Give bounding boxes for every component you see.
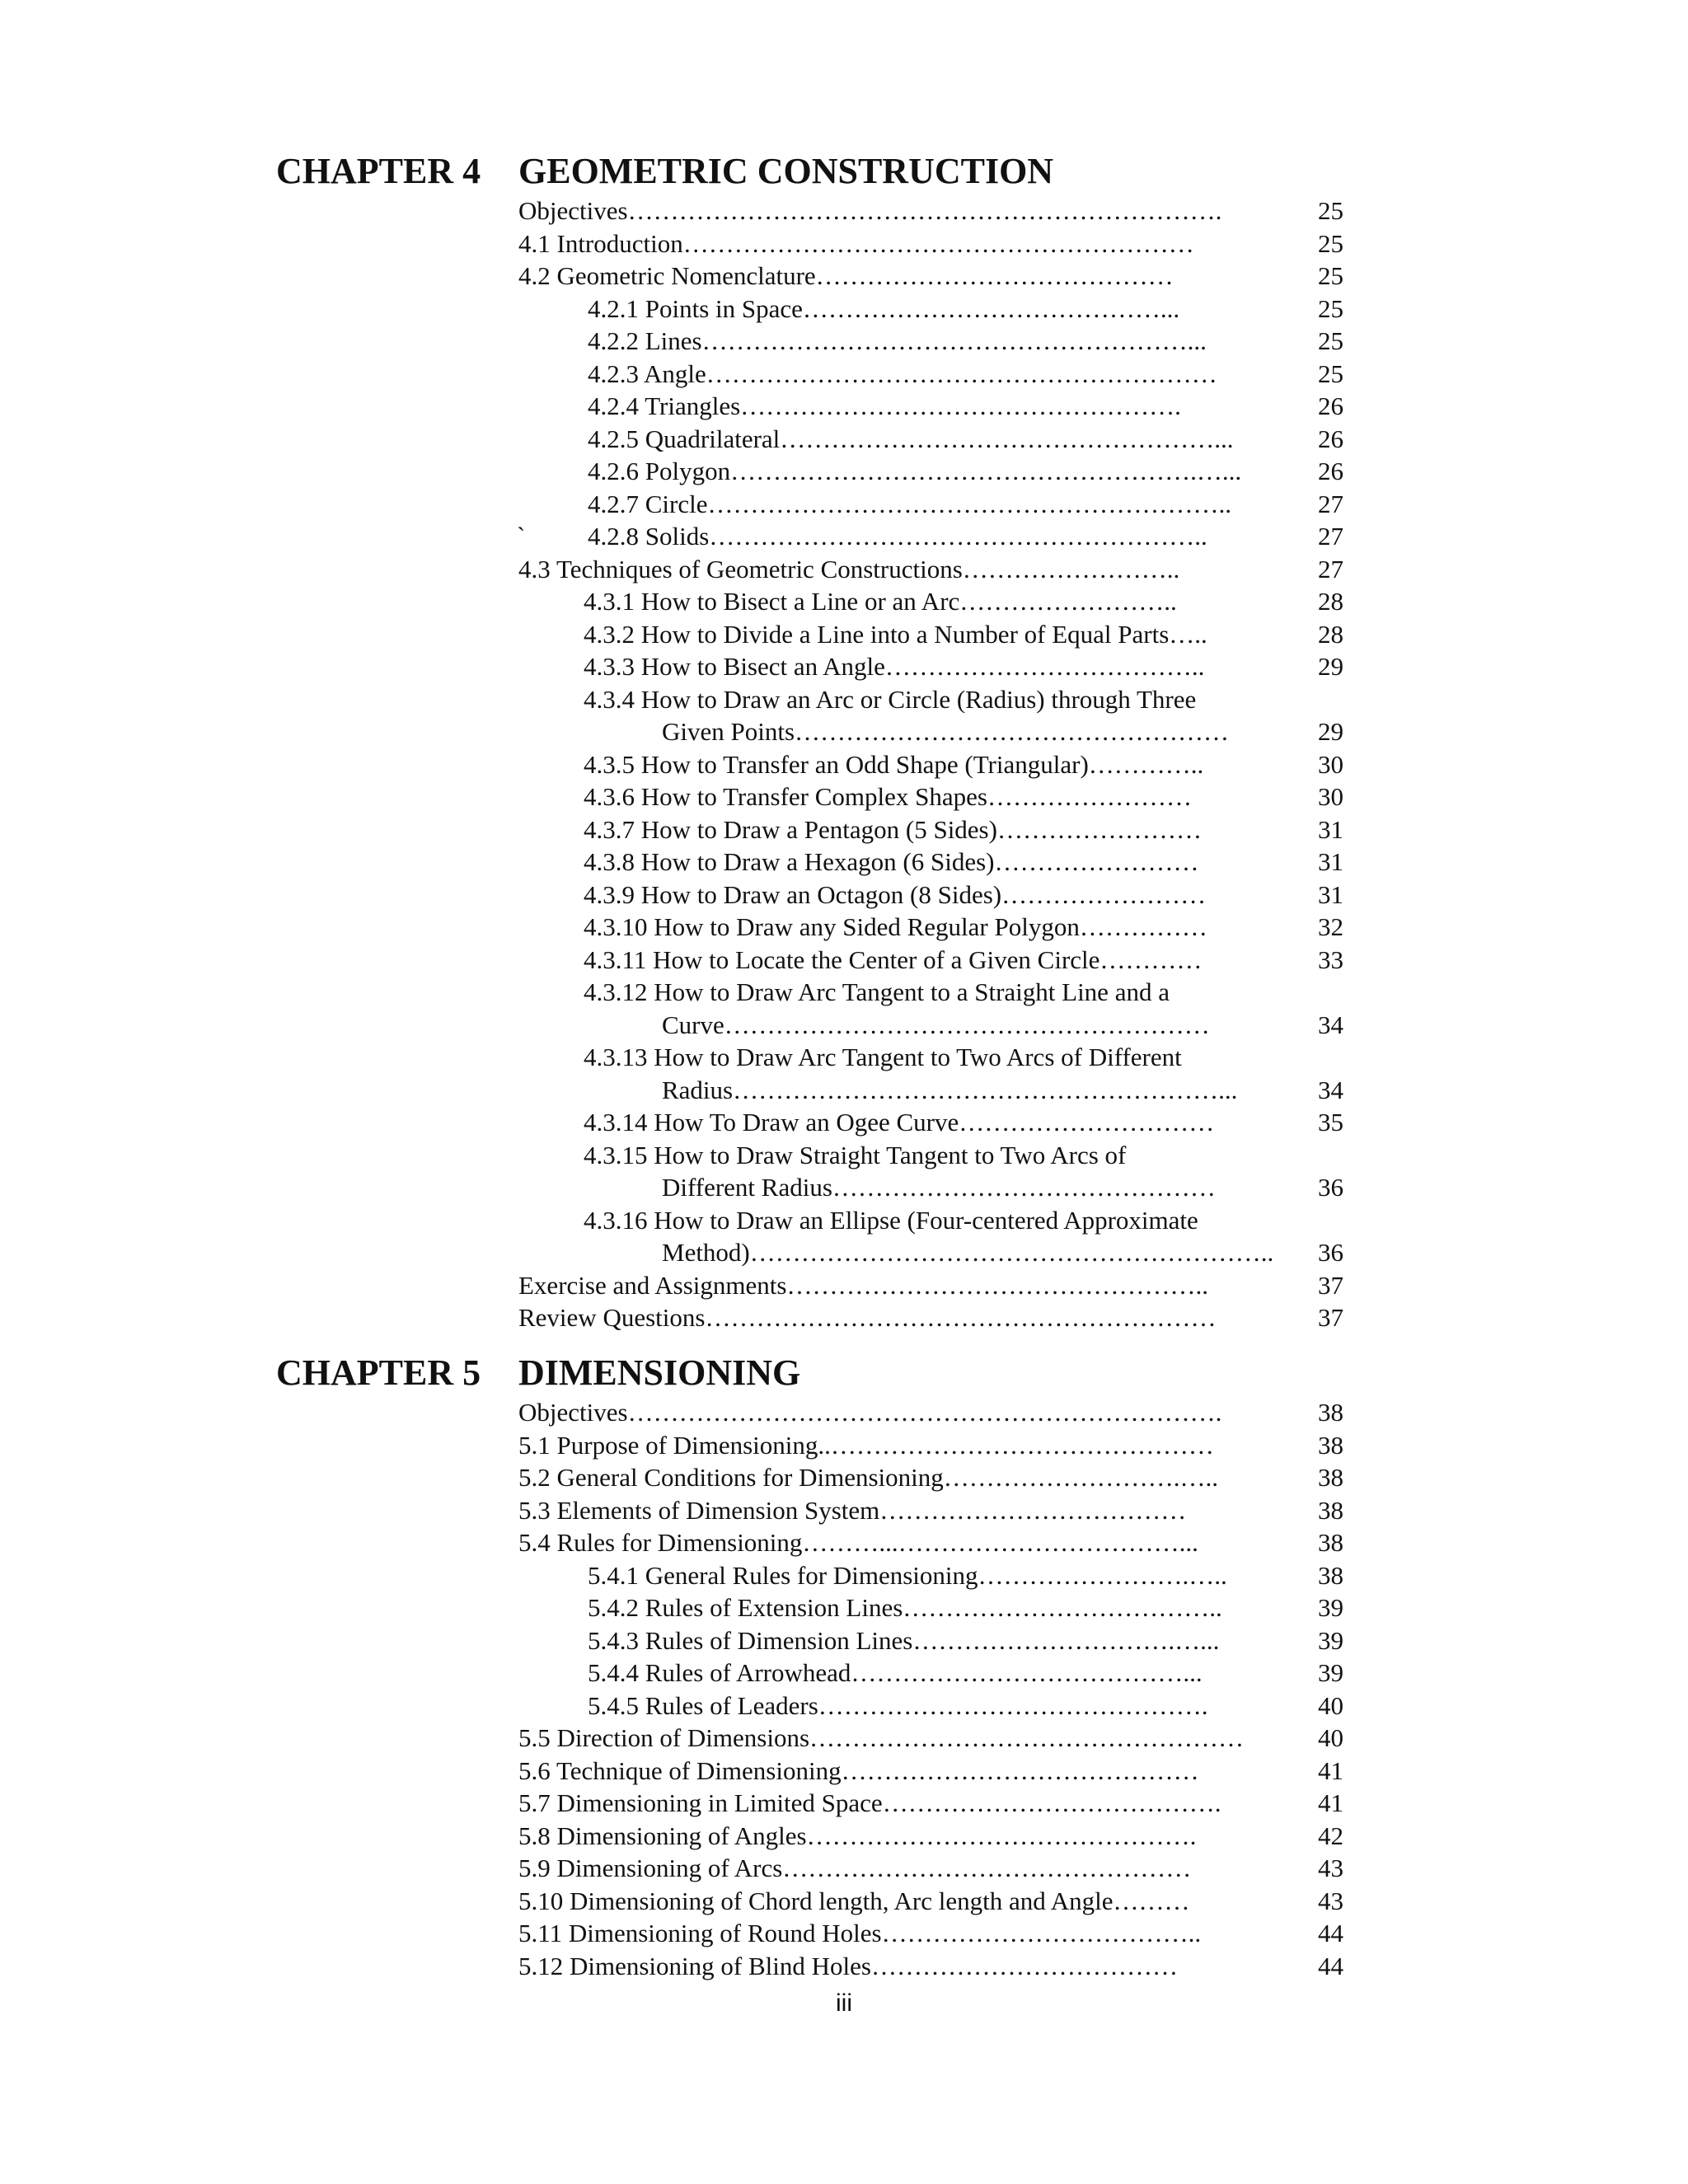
toc-entry-page: 29 [1318,717,1343,746]
toc-entry [276,1591,1343,1624]
toc-entry-page: 25 [1318,359,1343,388]
toc-entry-title: 4.2.1 Points in Space……………………………………... [588,293,1180,323]
toc-entry-title: 4.3.3 How to Bisect an Angle……………………………….. [584,652,1205,681]
toc-entry [276,423,1343,456]
toc-entry-page: 34 [1318,1075,1343,1104]
toc-entry [276,715,1343,748]
toc-entry [276,227,1343,260]
toc-entry-page: 25 [1318,228,1343,258]
toc-entry-page: 38 [1318,1463,1343,1492]
chapter-section [276,1352,1343,1982]
toc-entry-page: 25 [1318,326,1343,355]
toc-entry-page: 43 [1318,1854,1343,1882]
toc-entry-page: 39 [1318,1593,1343,1622]
toc-entry [276,1269,1343,1302]
toc-entry-title: 4.3.10 How to Draw any Sided Regular Polygon…………… [584,912,1207,941]
toc-entry-title: Curve………………………………………………… [662,1010,1210,1039]
toc-entry-page: 43 [1318,1886,1343,1915]
toc-entry-title: 4.1 Introduction…………………………………………………… [518,228,1194,258]
toc-entry-title: Exercise and Assignments………………………………………….. [518,1270,1208,1300]
toc-entry-page: 27 [1318,554,1343,583]
toc-entry-title: Objectives……………………………………………………………. [518,1398,1222,1427]
toc-entry [276,1624,1343,1657]
toc-entry-title: 4.3.1 How to Bisect a Line or an Arc…………………….. [584,587,1177,616]
toc-entry [276,1820,1343,1853]
toc-entry-page: 38 [1318,1495,1343,1525]
toc-entry [276,1461,1343,1494]
toc-entry [276,846,1343,879]
toc-entry-page: 28 [1318,619,1343,649]
toc-entry-title: 5.5 Direction of Dimensions…………………………………………… [518,1723,1245,1752]
toc-entry-title: 4.3.12 How to Draw Arc Tangent to a Straight Line and a [584,977,1170,1006]
toc-entry [276,1494,1343,1527]
toc-entry [276,1559,1343,1592]
toc-entry-title: 5.4.4 Rules of Arrowhead…………………………………... [588,1658,1203,1687]
toc-entry-page: 38 [1318,1528,1343,1557]
page-number: iii [836,1990,852,2017]
toc-entry-list [276,194,1343,1334]
toc-entry-page: 25 [1318,196,1343,225]
toc-entry [276,1009,1343,1042]
toc-entry-title: 4.3.5 How to Transfer an Odd Shape (Triangular)………….. [584,749,1204,779]
toc-entry-title: 5.4.3 Rules of Dimension Lines………………………….…... [588,1625,1220,1655]
toc-entry [276,1171,1343,1204]
toc-entry-title: Review Questions…………………………………………………… [518,1303,1217,1332]
chapter-heading [276,1352,1343,1394]
toc-entry [276,879,1343,912]
toc-entry-title: 4.2.6 Polygon……………………………………………….…... [588,457,1242,485]
toc-entry-page: 30 [1318,749,1343,779]
toc-entry [276,1885,1343,1918]
toc-entry-page: 37 [1318,1303,1343,1332]
toc-entry-title: Given Points…………………………………………… [662,717,1230,746]
toc-entry [276,1074,1343,1107]
toc-entry [276,520,1343,553]
toc-entry [276,683,1343,716]
toc-entry-page: 27 [1318,489,1343,518]
toc-entry-title: 4.3.9 How to Draw an Octagon (8 Sides)…………………… [584,879,1207,909]
toc-entry-page: 34 [1318,1010,1343,1039]
toc-entry-title: 4.2.8 Solids………………………………………………….. [588,522,1207,551]
toc-entry [276,911,1343,944]
toc-entry-title: 5.4.5 Rules of Leaders………………………………………. [588,1690,1208,1720]
toc-entry [276,813,1343,846]
toc-entry-page: 39 [1318,1658,1343,1687]
toc-entry-title: 4.3.7 How to Draw a Pentagon (5 Sides)…………………… [584,814,1202,844]
toc-entry [276,1722,1343,1755]
toc-entry-title: 5.11 Dimensioning of Round Holes……………………………….. [518,1919,1202,1947]
toc-entry-title: 4.3 Techniques of Geometric Constructions…………………….. [518,554,1180,583]
toc-entry [276,1852,1343,1885]
toc-entry-title: 5.10 Dimensioning of Chord length, Arc length and Angle……… [518,1886,1190,1915]
toc-entry [276,1657,1343,1690]
toc-entry [276,1429,1343,1462]
toc-entry [276,1106,1343,1139]
chapter-number: CHAPTER 5 [276,1352,481,1393]
toc-entry-title: 4.3.8 How to Draw a Hexagon (6 Sides)…………………… [584,847,1199,876]
toc-entry-title: 4.3.2 How to Divide a Line into a Number of Equal Parts….. [584,619,1207,649]
toc-entry-title: 5.4.1 General Rules for Dimensioning…………………….….. [588,1560,1227,1590]
toc-entry-title: 4.3.11 How to Locate the Center of a Given Circle………… [584,944,1203,974]
toc-entry-title: Method)…………………………………………………….. [662,1238,1274,1267]
toc-entry-page: 31 [1318,879,1343,909]
toc-entry [276,488,1343,521]
toc-entry [276,780,1343,813]
toc-entry [276,976,1343,1009]
chapter-heading [276,150,1343,193]
toc-entry-title: 4.2.2 Lines…………………………………………………... [588,326,1207,355]
toc-entry-title: 5.9 Dimensioning of Arcs………………………………………… [518,1854,1192,1882]
chapter-title: GEOMETRIC CONSTRUCTION [518,151,1054,191]
toc-entry-page: 32 [1318,912,1343,941]
toc-entry-title: 4.3.4 How to Draw an Arc or Circle (Radius) through Three [584,684,1197,714]
toc-entry [276,293,1343,326]
toc-entry [276,1396,1343,1429]
toc-entry-page: 25 [1318,293,1343,323]
toc-entry [276,455,1343,488]
toc-entry [276,1236,1343,1269]
toc-entry [276,618,1343,651]
toc-entry [276,650,1343,683]
toc-entry-page: 44 [1318,1951,1343,1980]
toc-entry [276,325,1343,358]
toc-entry-page: 41 [1318,1755,1343,1785]
toc-entry [276,1950,1343,1983]
toc-entry-page: 30 [1318,782,1343,811]
toc-entry-title: 4.2.5 Quadrilateral……………………………………………... [588,424,1234,453]
toc-entry [276,1917,1343,1950]
toc-entry-title: 4.2.4 Triangles……………………………………………. [588,391,1181,420]
toc-entry-title: 5.4 Rules for Dimensioning………...……………………………... [518,1528,1198,1557]
toc-entry-title: 5.7 Dimensioning in Limited Space…………………………………. [518,1788,1221,1817]
toc-entry-title: 4.3.6 How to Transfer Complex Shapes…………………… [584,782,1192,811]
toc-entry-title: 5.6 Technique of Dimensioning…………………………………… [518,1755,1199,1785]
toc-entry [276,1690,1343,1722]
toc-entry-title: 5.1 Purpose of Dimensioning..……………………………………… [518,1430,1214,1460]
toc-entry-title: 5.12 Dimensioning of Blind Holes……………………………… [518,1951,1178,1980]
toc-entry [276,585,1343,618]
toc-entry-page: 36 [1318,1238,1343,1267]
toc-entry [276,358,1343,391]
toc-entry [276,1787,1343,1820]
toc-entry-page: 26 [1318,424,1343,453]
toc-entry-title: Different Radius……………………………………… [662,1173,1216,1202]
toc-entry-title: 4.2.3 Angle…………………………………………………… [588,359,1217,388]
toc-entry-page: 35 [1318,1108,1343,1137]
toc-entry-page: 25 [1318,261,1343,290]
chapter-section [276,150,1343,1334]
toc-entry-page: 38 [1318,1398,1343,1427]
toc-entry-title: Radius…………………………………………………... [662,1075,1238,1104]
toc-entry-page: 38 [1318,1430,1343,1460]
toc-entry-title: 4.3.14 How To Draw an Ogee Curve………………………… [584,1108,1215,1137]
toc-entry-page: 29 [1318,652,1343,681]
toc-entry-page: 38 [1318,1560,1343,1590]
toc-entry-title: 4.3.13 How to Draw Arc Tangent to Two Arcs of Different [584,1043,1182,1071]
toc-entry-title: 4.3.15 How to Draw Straight Tangent to Two Arcs of [584,1140,1127,1169]
toc-entry-title: 5.3 Elements of Dimension System……………………………… [518,1495,1187,1525]
toc-entry-page: 26 [1318,457,1343,485]
toc-entry [276,1755,1343,1788]
toc-entry [276,194,1343,227]
chapter-title: DIMENSIONING [518,1352,801,1393]
toc-entry-title: 4.3.16 How to Draw an Ellipse (Four-centered Approximate [584,1205,1198,1235]
toc-entry [276,1204,1343,1237]
toc-entry-page: 36 [1318,1173,1343,1202]
stray-mark: ` [517,522,526,551]
toc-entry [276,1041,1343,1074]
toc-entry-title: 4.2 Geometric Nomenclature…………………………………… [518,261,1174,290]
toc-entry-title: 5.8 Dimensioning of Angles………………………………………. [518,1821,1197,1850]
toc-entry [276,553,1343,586]
toc-entry-page: 40 [1318,1723,1343,1752]
toc-entry-page: 40 [1318,1690,1343,1720]
toc-entry-list [276,1396,1343,1982]
toc-entry [276,260,1343,293]
chapter-number: CHAPTER 4 [276,151,481,191]
toc-entry [276,390,1343,423]
toc-entry [276,944,1343,977]
toc-entry-page: 26 [1318,391,1343,420]
toc-entry-page: 39 [1318,1625,1343,1655]
toc-entry-title: 5.4.2 Rules of Extension Lines……………………………….. [588,1593,1222,1622]
toc-entry-title: 5.2 General Conditions for Dimensioning……………………….….. [518,1463,1218,1492]
toc-entry-page: 33 [1318,944,1343,974]
toc-entry-page: 31 [1318,847,1343,876]
toc-entry-page: 42 [1318,1821,1343,1850]
toc-entry [276,1139,1343,1172]
toc-entry-page: 28 [1318,587,1343,616]
toc-entry-page: 41 [1318,1788,1343,1817]
toc-entry [276,1526,1343,1559]
toc-entry-title: 4.2.7 Circle…………………………………………………….. [588,489,1231,518]
toc-entry [276,1301,1343,1334]
toc-entry-title: Objectives……………………………………………………………. [518,196,1222,225]
toc-entry-page: 44 [1318,1919,1343,1947]
toc-entry-page: 31 [1318,814,1343,844]
toc-entry [276,748,1343,781]
toc-entry-page: 27 [1318,522,1343,551]
toc-entry-page: 37 [1318,1270,1343,1300]
